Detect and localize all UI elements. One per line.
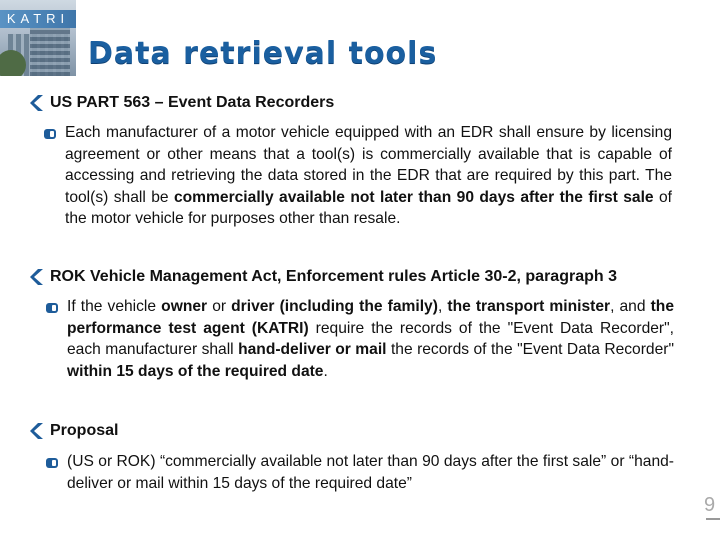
text-segment: (US or ROK) “commercially available not later than 90 days after the first sale” or “hand-deliver or mail within 15 days of the required date” <box>67 453 674 492</box>
section-heading-text: Proposal <box>50 422 119 439</box>
logo-building-tower <box>30 28 70 76</box>
logo-text: KATRI <box>6 11 70 26</box>
text-segment: of the motor vehicle for purposes other than resale. <box>65 188 672 227</box>
bold-text-segment: the transport minister <box>447 298 611 315</box>
chevron-left-icon <box>30 423 44 439</box>
page-number: 9 <box>704 494 716 516</box>
bullet-icon <box>46 455 58 465</box>
section-heading-us-part-563 <box>30 94 334 112</box>
chevron-left-icon <box>30 95 44 111</box>
section-bullet-rok-vehicle-act <box>46 296 674 382</box>
section-bullet-us-part-563 <box>44 122 672 230</box>
section-heading-rok-vehicle-act <box>30 268 617 286</box>
text-segment: . <box>323 362 328 380</box>
bullet-icon <box>44 126 56 136</box>
bold-text-segment: commercially available not later than 90 days after the first sale <box>173 188 654 206</box>
section-heading-text: US PART 563 – Event Data Recorders <box>50 94 335 111</box>
text-segment: If the vehicle <box>67 298 162 315</box>
section-paragraph <box>67 451 674 494</box>
text-segment: Each manufacturer of a motor vehicle equipped with an EDR shall ensure by licensing agreement or other means that a tool(s) is commercially available that is capable of accessing and retrieving the data stored in the EDR that are required by this part. The tool(s) shall be <box>65 124 672 206</box>
slide-title: Data retrieval tools <box>88 36 438 71</box>
section-paragraph <box>65 122 672 230</box>
bold-text-segment: hand-deliver or mail <box>238 341 387 358</box>
text-segment: require the records of the "Event Data Recorder", each manufacturer shall <box>67 319 674 358</box>
section-heading-text: ROK Vehicle Management Act, Enforcement rules Article 30-2, paragraph 3 <box>50 268 617 285</box>
text-segment: , and <box>610 298 651 315</box>
bullet-icon <box>46 300 58 310</box>
text-segment: , <box>437 298 448 315</box>
text-segment: or <box>207 298 232 315</box>
section-bullet-proposal <box>46 451 674 494</box>
chevron-left-icon <box>30 269 44 285</box>
bold-text-segment: driver (including the family) <box>231 298 438 315</box>
bold-text-segment: the performance test agent (KATRI) <box>67 298 674 337</box>
section-paragraph <box>67 296 674 382</box>
text-segment: the records of the "Event Data Recorder" <box>386 341 674 358</box>
page-number-underline <box>706 518 720 520</box>
bold-text-segment: owner <box>161 298 208 315</box>
bold-text-segment: within 15 days of the required date <box>67 362 324 380</box>
katri-logo <box>0 0 76 76</box>
section-heading-proposal <box>30 422 118 440</box>
